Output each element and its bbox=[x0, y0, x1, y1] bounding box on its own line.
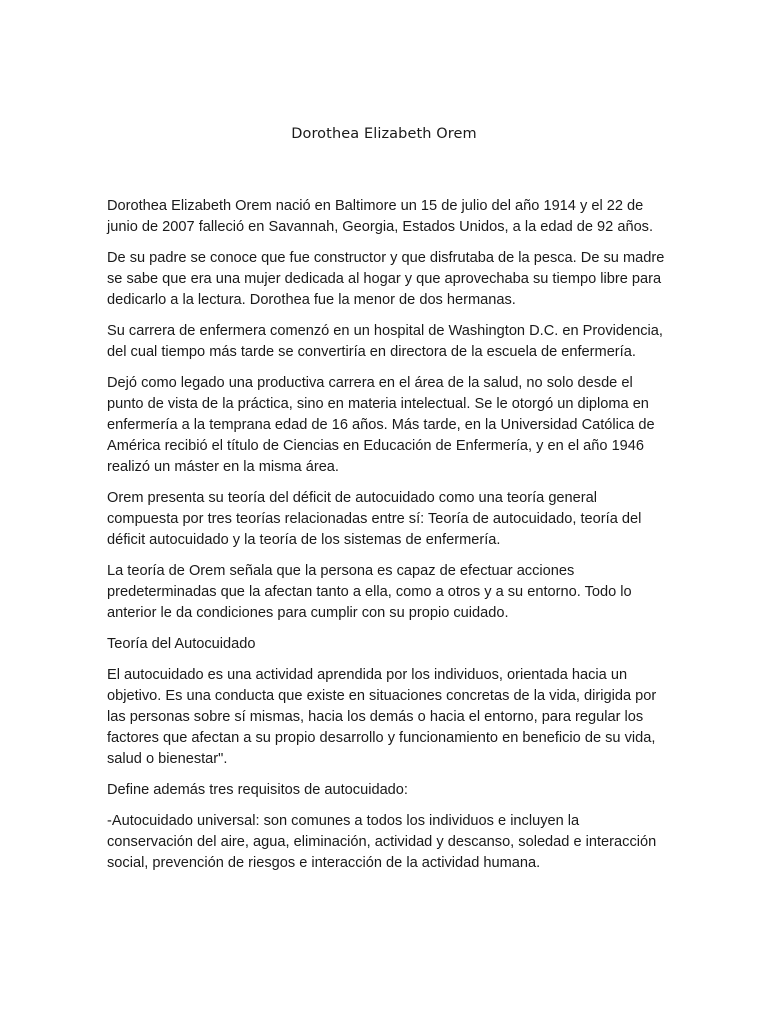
paragraph-autocuidado-universal: -Autocuidado universal: son comunes a todos los individuos e incluyen la conservación del aire, agua, eliminación, actividad y descanso, soledad e interacción social, prevención de riesgos e interacción de la actividad humana. bbox=[107, 813, 657, 871]
section-heading-autocuidado: Teoría del Autocuidado bbox=[107, 636, 256, 652]
paragraph-birth-death: Dorothea Elizabeth Orem nació en Baltimore un 15 de julio del año 1914 y el 22 de junio de 2007 falleció en Savannah, Georgia, Estados Unidos, a la edad de 92 años. bbox=[107, 198, 654, 235]
document-body bbox=[107, 196, 665, 884]
paragraph-requisitos-intro: Define además tres requisitos de autocuidado: bbox=[107, 782, 408, 798]
paragraph-theory-premise: La teoría de Orem señala que la persona es capaz de efectuar acciones predeterminadas que la afectan tanto a ella, como a otros y a su entorno. Todo lo anterior le da condiciones para cumplir con su propio cuidado. bbox=[107, 563, 632, 621]
paragraph-autocuidado-definition: El autocuidado es una actividad aprendida por los individuos, orientada hacia un objetivo. Es una conducta que existe en situaciones concretas de la vida, dirigida por las personas sobre sí mismas, hacia los demás o hacia el entorno, para regular los factores que afectan a su propio desarrollo y funcionamiento en beneficio de su vida, salud o bienestar". bbox=[107, 667, 657, 767]
document-title: Dorothea Elizabeth Orem bbox=[291, 126, 477, 142]
paragraph-legacy: Dejó como legado una productiva carrera en el área de la salud, no solo desde el punto de vista de la práctica, sino en materia intelectual. Se le otorgó un diploma en enfermería a la temprana edad de 16 años. Más tarde, en la Universidad Católica de América recibió el título de Ciencias en Educación de Enfermería, y en el año 1946 realizó un máster en la misma área. bbox=[107, 375, 655, 475]
paragraph-parents: De su padre se conoce que fue constructor y que disfrutaba de la pesca. De su madre se sabe que era una mujer dedicada al hogar y que aprovechaba su tiempo libre para dedicarlo a la lectura. Dorothea fue la menor de dos hermanas. bbox=[107, 250, 665, 308]
paragraph-theory-overview: Orem presenta su teoría del déficit de autocuidado como una teoría general compuesta por tres teorías relacionadas entre sí: Teoría de autocuidado, teoría del déficit autocuidado y la teoría de los sistemas de enfermería. bbox=[107, 490, 642, 548]
paragraph-career-start: Su carrera de enfermera comenzó en un hospital de Washington D.C. en Providencia, del cual tiempo más tarde se convertiría en directora de la escuela de enfermería. bbox=[107, 323, 663, 360]
